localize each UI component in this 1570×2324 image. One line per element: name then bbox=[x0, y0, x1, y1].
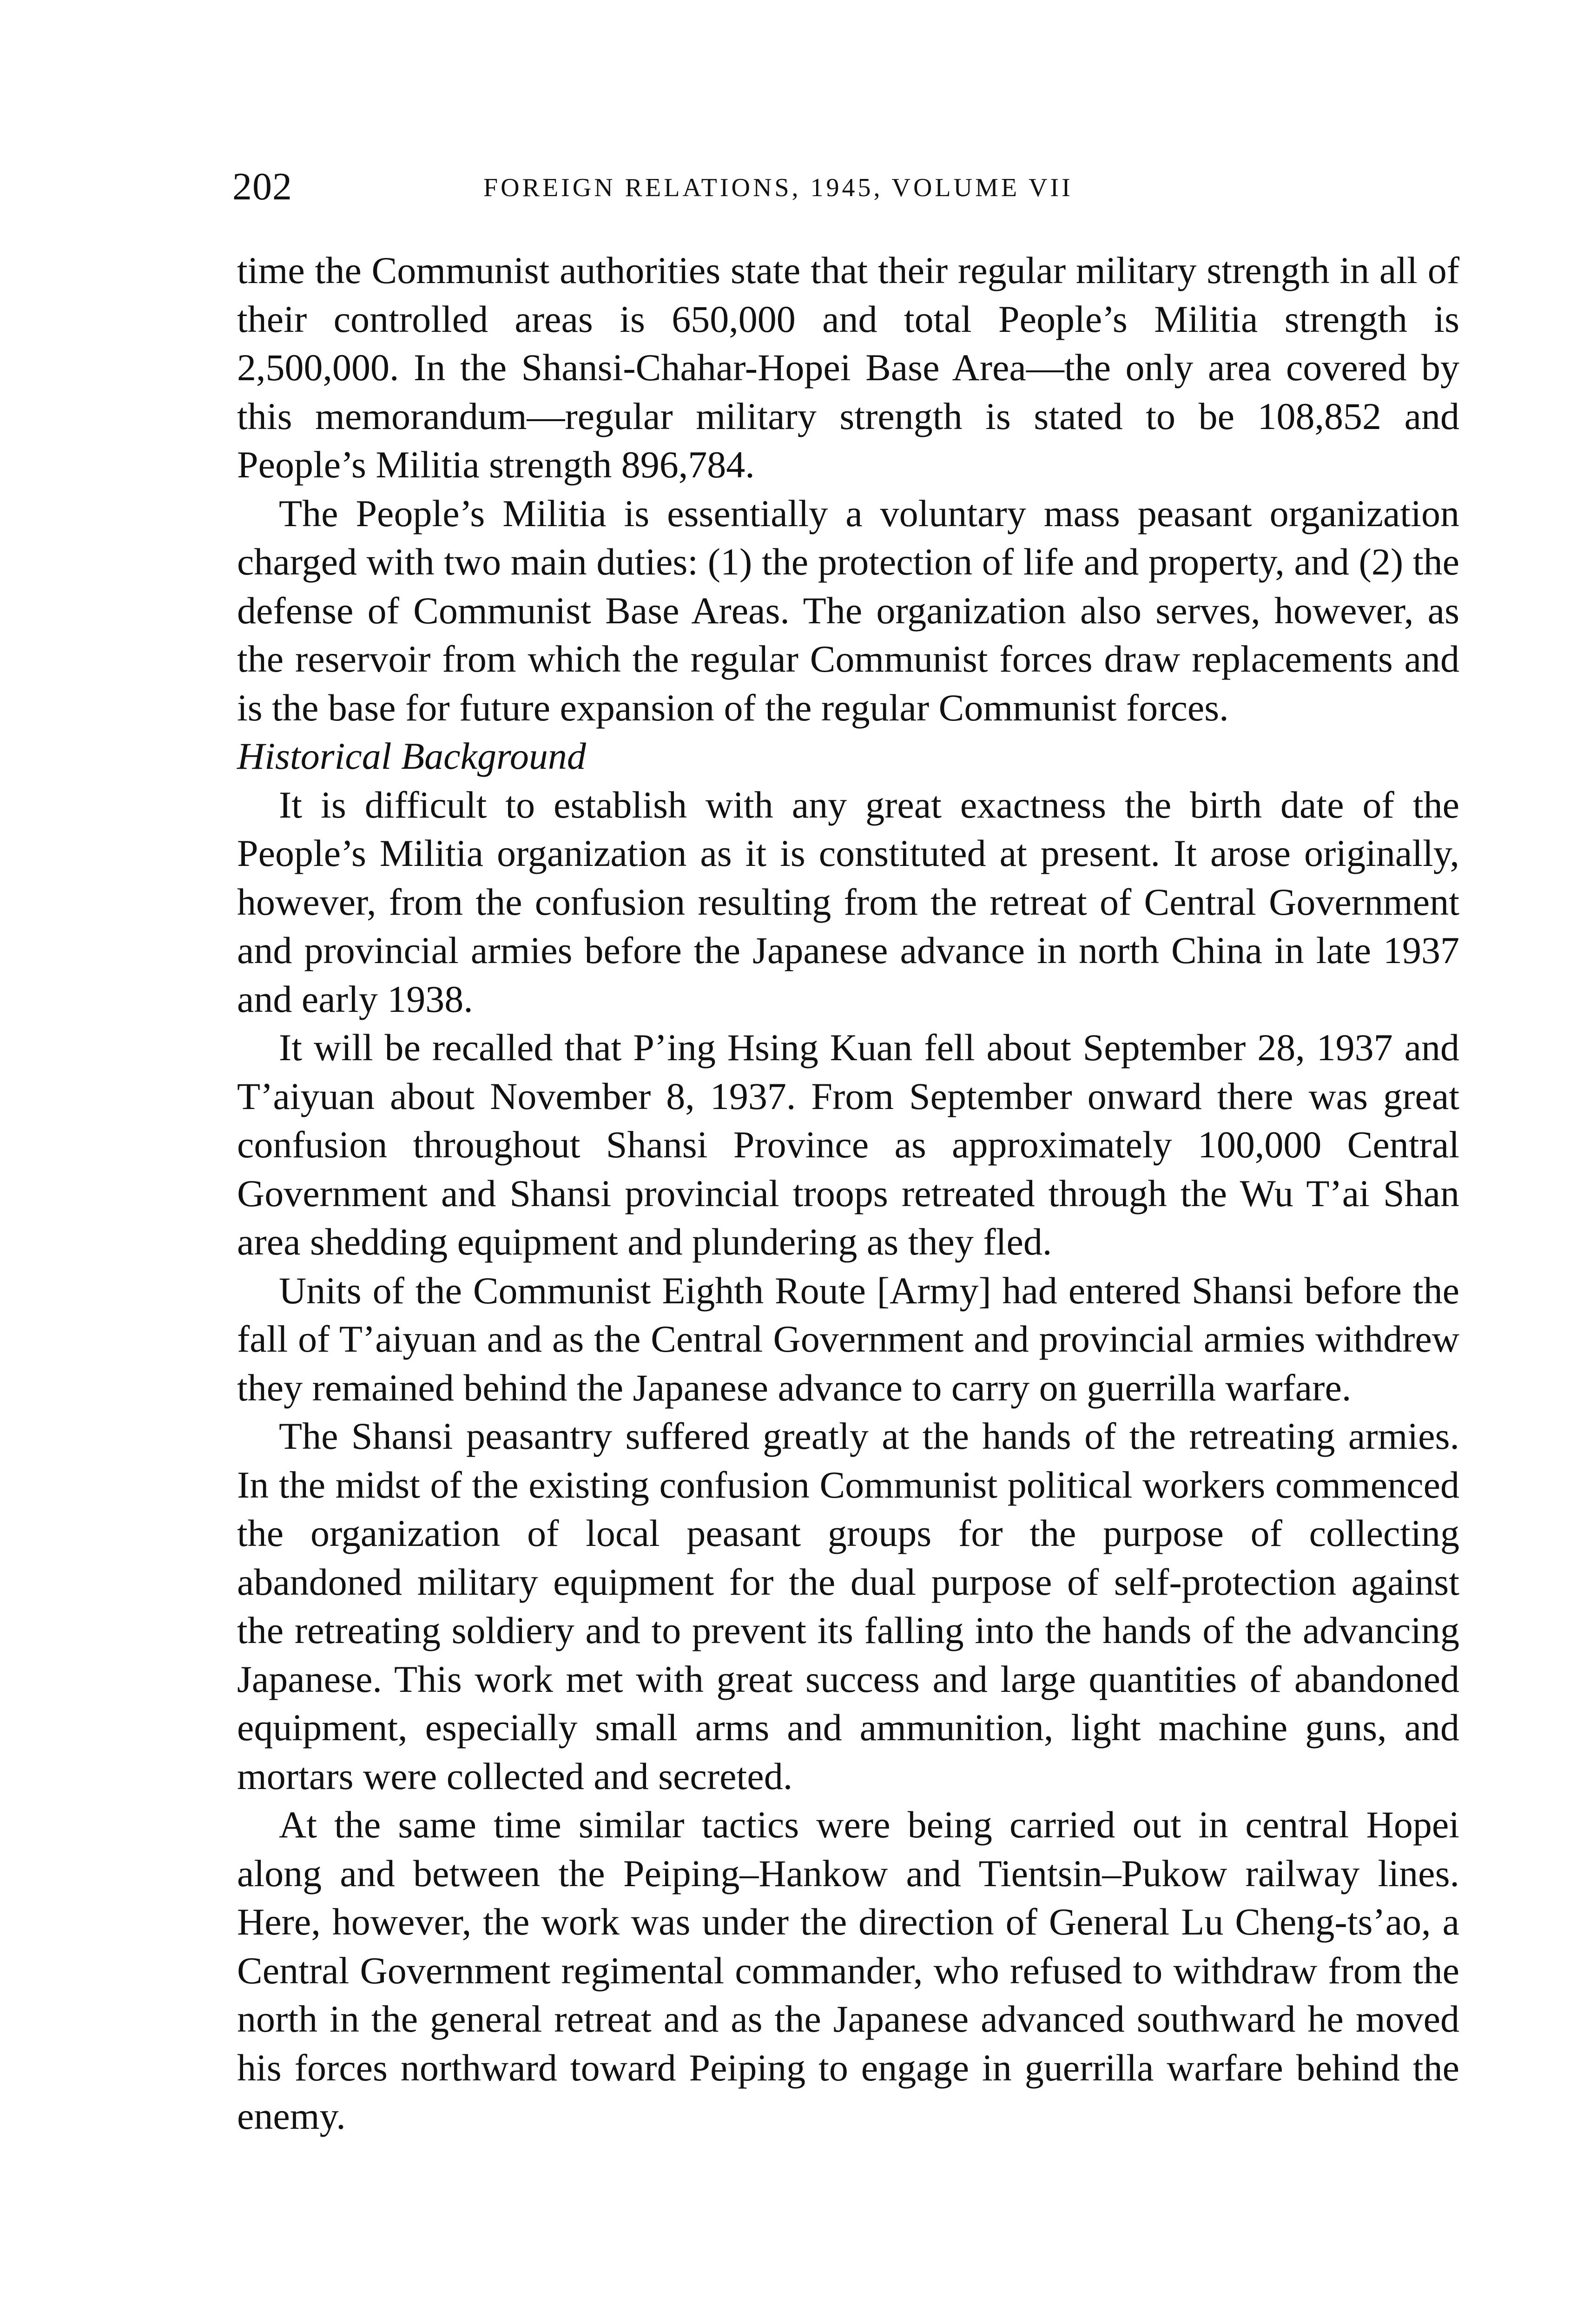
paragraph: It will be recalled that P’ing Hsing Kuan fell about September 28, 1937 and T’aiyuan about November 8, 1937. From September onward there was great confusion throughout Shansi Province as approximately 100,000 Central Government and Shansi provincial troops retreated through the Wu T’ai Shan area shedding equipment and plundering as they fled. bbox=[237, 1026, 1459, 1263]
body-text bbox=[237, 246, 1459, 2141]
paragraph: Units of the Communist Eighth Route [Army] had entered Shansi before the fall of T’aiyuan and as the Central Government and provincial armies withdrew they remained behind the Japanese advance to carry on guerrilla warfare. bbox=[237, 1269, 1459, 1409]
paragraph: The Shansi peasantry suffered greatly at the hands of the retreating armies. In the midst of the existing confusion Communist political workers commenced the organization of local peasant groups for the purpose of collecting abandoned military equipment for the dual purpose of self-protection against the retreating soldiery and to prevent its falling into the hands of the advancing Japanese. This work met with great success and large quantities of abandoned equipment, especially small arms and ammunition, light machine guns, and mortars were collected and secreted. bbox=[237, 1415, 1459, 1797]
section-heading: Historical Background bbox=[237, 735, 586, 777]
paragraph: time the Communist authorities state that their regular military strength in all of their controlled areas is 650,000 and total People’s Militia strength is 2,500,000. In the Shansi-Chahar-Hopei Base Area—the only area covered by this memorandum—regular military strength is stated to be 108,852 and People’s Militia strength 896,784. bbox=[237, 249, 1459, 486]
running-head bbox=[232, 164, 1459, 219]
paragraph: The People’s Militia is essentially a voluntary mass peasant organization charged with two main duties: (1) the protection of life and property, and (2) the defense of Communist Base Areas. The organization also serves, however, as the reservoir from which the regular Communist forces draw replacements and is the base for future expansion of the regular Communist forces. bbox=[237, 492, 1459, 729]
running-head-title: FOREIGN RELATIONS, 1945, VOLUME VII bbox=[483, 173, 1073, 202]
paragraph: It is difficult to establish with any great exactness the birth date of the People’s Militia organization as it is constituted at present. It arose originally, however, from the confusion resulting from the retreat of Central Government and provincial armies before the Japanese advance in north China in late 1937 and early 1938. bbox=[237, 783, 1459, 1020]
page-number: 202 bbox=[232, 165, 292, 208]
paragraph: At the same time similar tactics were being carried out in central Hopei along and between the Peiping–Hankow and Tientsin–Pukow railway lines. Here, however, the work was under the direction of General Lu Cheng-ts’ao, a Central Government regimental commander, who refused to withdraw from the north in the general retreat and as the Japanese advanced southward he moved his forces northward toward Peiping to engage in guerrilla warfare behind the enemy. bbox=[237, 1803, 1459, 2137]
